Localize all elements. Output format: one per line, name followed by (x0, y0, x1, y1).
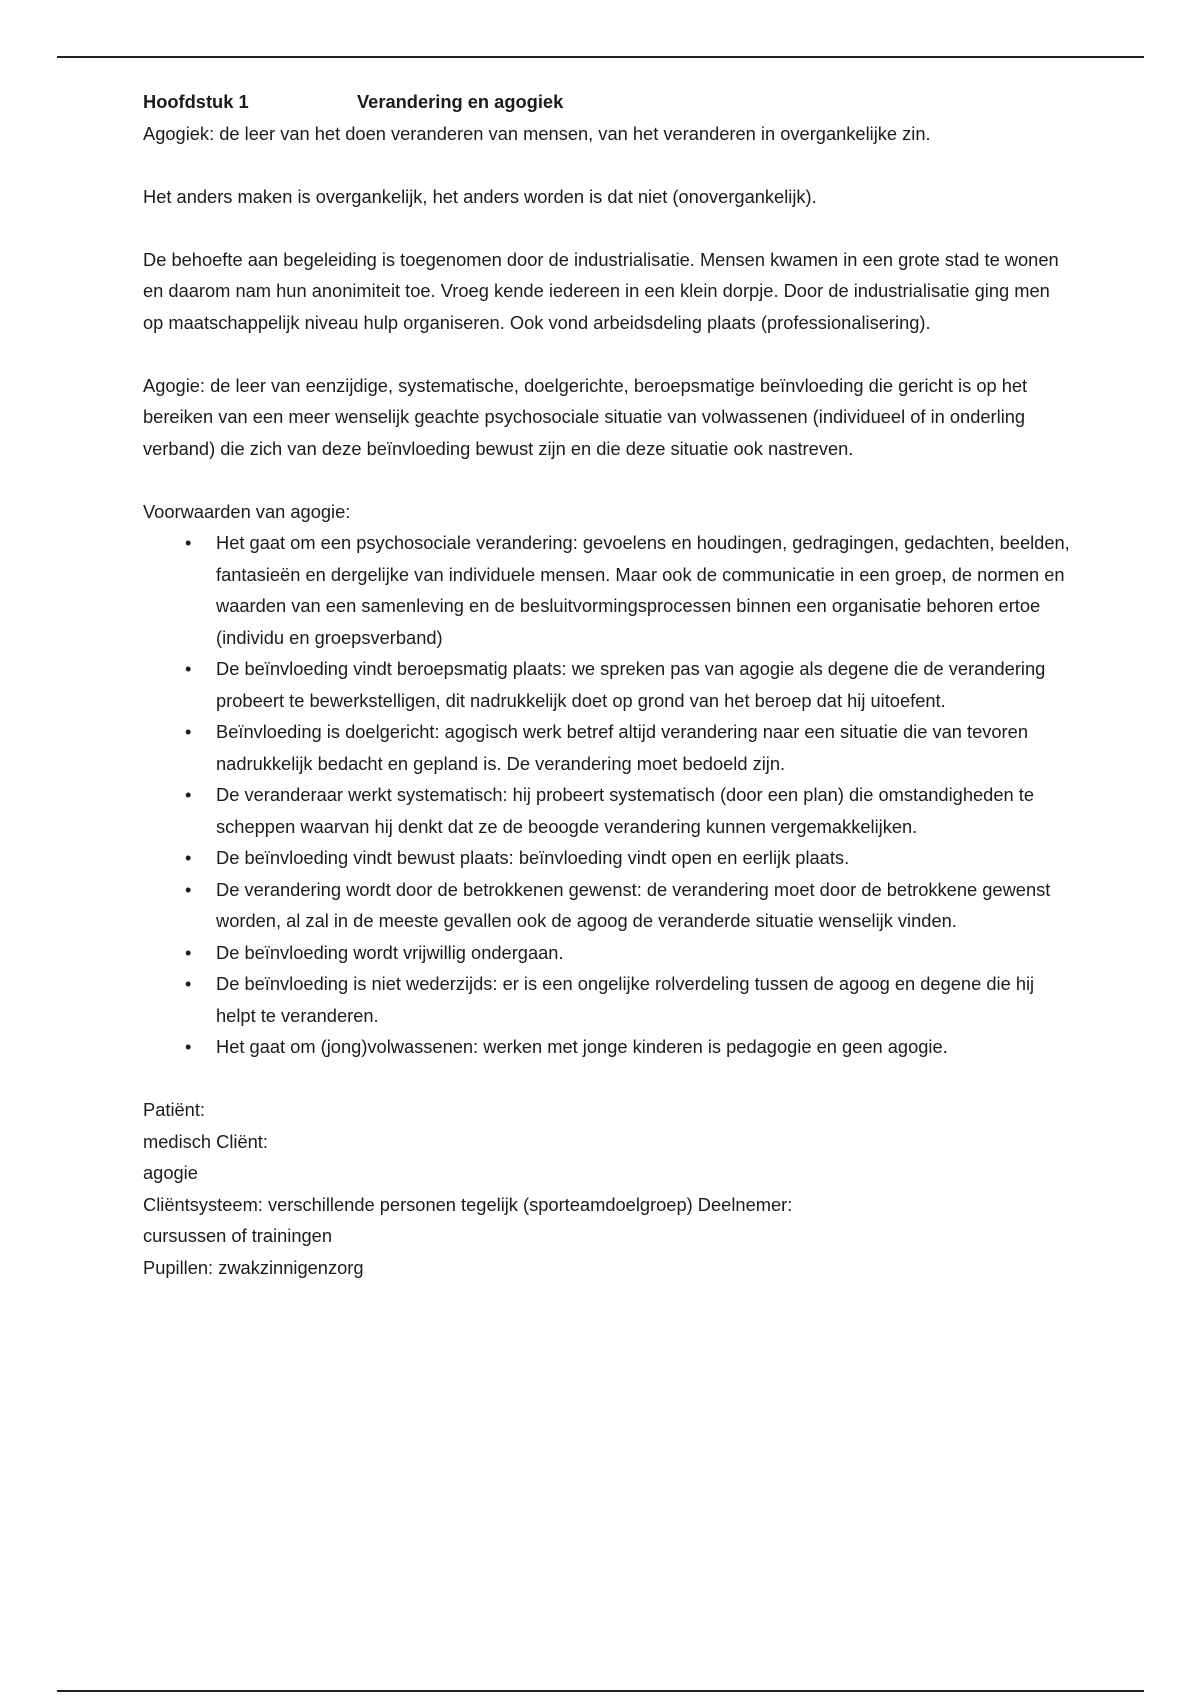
role-line: cursussen of trainingen (143, 1225, 333, 1246)
bullet-icon: • (185, 847, 192, 868)
document-body (143, 86, 1073, 1283)
top-rule (57, 56, 1144, 58)
bullet-icon: • (185, 878, 192, 900)
list-item-text: De beïnvloeding wordt vrijwillig ondergaan. (216, 941, 564, 963)
list-item (143, 779, 1073, 842)
overgankelijk-paragraph: Het anders maken is overgankelijk, het anders worden is dat niet (onovergankelijk). (143, 185, 817, 207)
list-item-text: Beïnvloeding is doelgericht: agogisch werk betref altijd verandering naar een situatie die van tevoren nadrukkelijk bedacht en gepland is. De verandering moet bedoeld zijn. (216, 721, 1028, 774)
list-item (143, 1031, 1073, 1063)
roles-section (143, 1094, 1073, 1283)
bullet-icon: • (185, 532, 192, 553)
list-item-text: De beïnvloeding vindt bewust plaats: beïnvloeding vindt open en eerlijk plaats. (216, 847, 850, 868)
behoefte-paragraph: De behoefte aan begeleiding is toegenomen door de industrialisatie. Mensen kwamen in een grote stad te wonen en daarom nam hun anonimiteit toe. Vroeg kende iedereen in een klein dorpje. Door de industrialisatie ging men op maatschappelijk niveau hulp organiseren. Ook vond arbeidsdeling plaats (professionalisering). (143, 248, 1059, 333)
agogie-definition: Agogie: de leer van eenzijdige, systematische, doelgerichte, beroepsmatige beïnvloeding die gericht is op het bereiken van een meer wenselijk geachte psychosociale situatie van volwassenen (individueel of in onderling verband) die zich van deze beïnvloeding bewust zijn en die deze situatie ook nastreven. (143, 374, 1028, 459)
role-line: Pupillen: zwakzinnigenzorg (143, 1256, 364, 1278)
agogiek-definition: Agogiek: de leer van het doen veranderen van mensen, van het veranderen in overgankelijke zin. (143, 122, 931, 144)
bullet-icon: • (185, 658, 192, 679)
list-item-text: Het gaat om een psychosociale verandering: gevoelens en houdingen, gedragingen, gedachten, beelden, fantasieën en dergelijke van individuele mensen. Maar ook de communicatie in een groep, de normen en waarden van een samenleving en de besluitvormingsprocessen binnen een organisatie behoren ertoe (individu en groepsverband) (216, 532, 1070, 648)
list-item (143, 968, 1073, 1031)
role-line: Patiënt: (143, 1099, 205, 1120)
role-line: medisch Cliënt: (143, 1130, 268, 1152)
chapter-number: Hoofdstuk 1 (143, 91, 249, 112)
bullet-icon: • (185, 941, 192, 963)
list-item-text: De veranderaar werkt systematisch: hij probeert systematisch (door een plan) die omstandigheden te scheppen waarvan hij denkt dat ze de beoogde verandering kunnen vergemakkelijken. (216, 784, 1034, 837)
list-item (143, 874, 1073, 937)
chapter-title: Verandering en agogiek (357, 91, 564, 112)
conditions-list (143, 527, 1073, 1063)
bullet-icon: • (185, 973, 192, 994)
bullet-icon: • (185, 784, 192, 805)
list-item-text: Het gaat om (jong)volwassenen: werken met jonge kinderen is pedagogie en geen agogie. (216, 1036, 948, 1057)
role-line: Cliëntsysteem: verschillende personen tegelijk (sporteamdoelgroep) Deelnemer: (143, 1193, 793, 1215)
list-item-text: De beïnvloeding is niet wederzijds: er is een ongelijke rolverdeling tussen de agoog en degene die hij helpt te veranderen. (216, 973, 1035, 1026)
bullet-icon: • (185, 721, 192, 742)
list-item (143, 527, 1073, 653)
bullet-icon: • (185, 1036, 192, 1057)
list-item-text: De verandering wordt door de betrokkenen gewenst: de verandering moet door de betrokkene gewenst worden, al zal in de meeste gevallen ook de agoog de veranderde situatie wenselijk vinden. (216, 878, 1051, 931)
conditions-intro: Voorwaarden van agogie: (143, 500, 351, 522)
list-item (143, 653, 1073, 716)
chapter-heading (143, 86, 1073, 118)
list-item (143, 716, 1073, 779)
bottom-rule (57, 1690, 1144, 1692)
list-item (143, 842, 1073, 874)
role-line: agogie (143, 1162, 198, 1183)
list-item (143, 937, 1073, 969)
list-item-text: De beïnvloeding vindt beroepsmatig plaats: we spreken pas van agogie als degene die de verandering probeert te bewerkstelligen, dit nadrukkelijk doet op grond van het beroep dat hij uitoefent. (216, 658, 1046, 711)
